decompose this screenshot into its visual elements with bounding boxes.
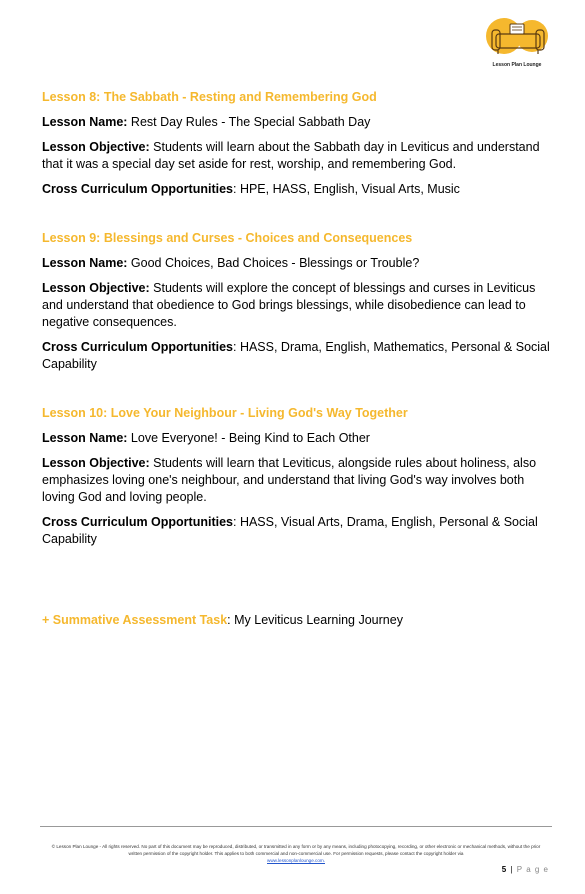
lesson-name bbox=[42, 114, 554, 131]
lesson-objective-label: Lesson Objective: bbox=[42, 140, 150, 154]
lesson-name bbox=[42, 255, 554, 272]
lesson-name-value: Rest Day Rules - The Special Sabbath Day bbox=[127, 115, 371, 129]
lesson-name-value: Love Everyone! - Being Kind to Each Other bbox=[127, 431, 370, 445]
lesson-name-value: Good Choices, Bad Choices - Blessings or Trouble? bbox=[127, 256, 420, 270]
cross-curriculum-value: : HASS, Drama, English, Mathematics, Personal & Social Capability bbox=[42, 340, 550, 371]
lesson-objective bbox=[42, 139, 554, 173]
lesson-block bbox=[42, 405, 554, 548]
lesson-objective-label: Lesson Objective: bbox=[42, 456, 150, 470]
lesson-objective-value: Students will learn about the Sabbath day in Leviticus and understand that it was a special day set aside for rest, worship, and remembering God. bbox=[42, 140, 540, 171]
lesson-objective-value: Students will learn that Leviticus, alongside rules about holiness, also emphasizes loving one's neighbour, and understand that living God's way involves both loving God and loving people. bbox=[42, 456, 537, 504]
lessons-list bbox=[42, 89, 554, 580]
logo-text: Lesson Plan Lounge bbox=[492, 62, 542, 68]
cross-curriculum-label: Cross Curriculum Opportunities bbox=[42, 340, 233, 354]
lesson-title: Lesson 10: Love Your Neighbour - Living God's Way Together bbox=[42, 406, 408, 420]
lesson-name-label: Lesson Name: bbox=[42, 115, 128, 129]
lesson-name-label: Lesson Name: bbox=[42, 431, 128, 445]
lesson-objective-value: Students will explore the concept of blessings and curses in Leviticus and understand that obedience to God brings blessings, while disobedience can lead to negative consequences. bbox=[42, 281, 536, 329]
lesson-block bbox=[42, 230, 554, 373]
sofa-icon bbox=[482, 16, 552, 62]
footer-divider bbox=[40, 826, 552, 827]
cross-curriculum-label: Cross Curriculum Opportunities bbox=[42, 515, 233, 529]
website-link[interactable]: www.lessonplanlounge.com. bbox=[267, 858, 325, 863]
summative-label: + Summative Assessment Task bbox=[42, 613, 228, 627]
lesson-objective bbox=[42, 455, 554, 506]
lesson-name-label: Lesson Name: bbox=[42, 256, 128, 270]
cross-curriculum bbox=[42, 339, 554, 373]
cross-curriculum-value: : HASS, Visual Arts, Drama, English, Personal & Social Capability bbox=[42, 515, 538, 546]
lesson-title: Lesson 8: The Sabbath - Resting and Remembering God bbox=[42, 90, 377, 104]
cross-curriculum bbox=[42, 514, 554, 548]
summative-assessment bbox=[42, 612, 403, 629]
page-number bbox=[502, 865, 549, 874]
lesson-block bbox=[42, 89, 554, 198]
lesson-name bbox=[42, 430, 554, 447]
lesson-objective bbox=[42, 280, 554, 331]
page-word: P a g e bbox=[516, 865, 549, 874]
lesson-objective-label: Lesson Objective: bbox=[42, 281, 150, 295]
copyright-notice bbox=[46, 843, 546, 864]
summative-value: : My Leviticus Learning Journey bbox=[227, 613, 403, 627]
lesson-title: Lesson 9: Blessings and Curses - Choices and Consequences bbox=[42, 231, 413, 245]
cross-curriculum-label: Cross Curriculum Opportunities bbox=[42, 182, 233, 196]
copyright-text: © Lesson Plan Lounge - All rights reserved. No part of this document may be reproduced, distributed, or transmitted in any form or by any means, including photocopying, recording, or other electronic or mechanical methods, without the prior written permission of the copyright holder. This applies to both commercial and non-commercial use. For permission requests, please contact the copyright holder via bbox=[51, 844, 541, 856]
cross-curriculum-value: : HPE, HASS, English, Visual Arts, Music bbox=[233, 182, 460, 196]
page-number-value: 5 bbox=[501, 865, 508, 874]
page-separator: | bbox=[507, 865, 517, 874]
brand-logo bbox=[482, 16, 552, 72]
cross-curriculum bbox=[42, 181, 554, 198]
